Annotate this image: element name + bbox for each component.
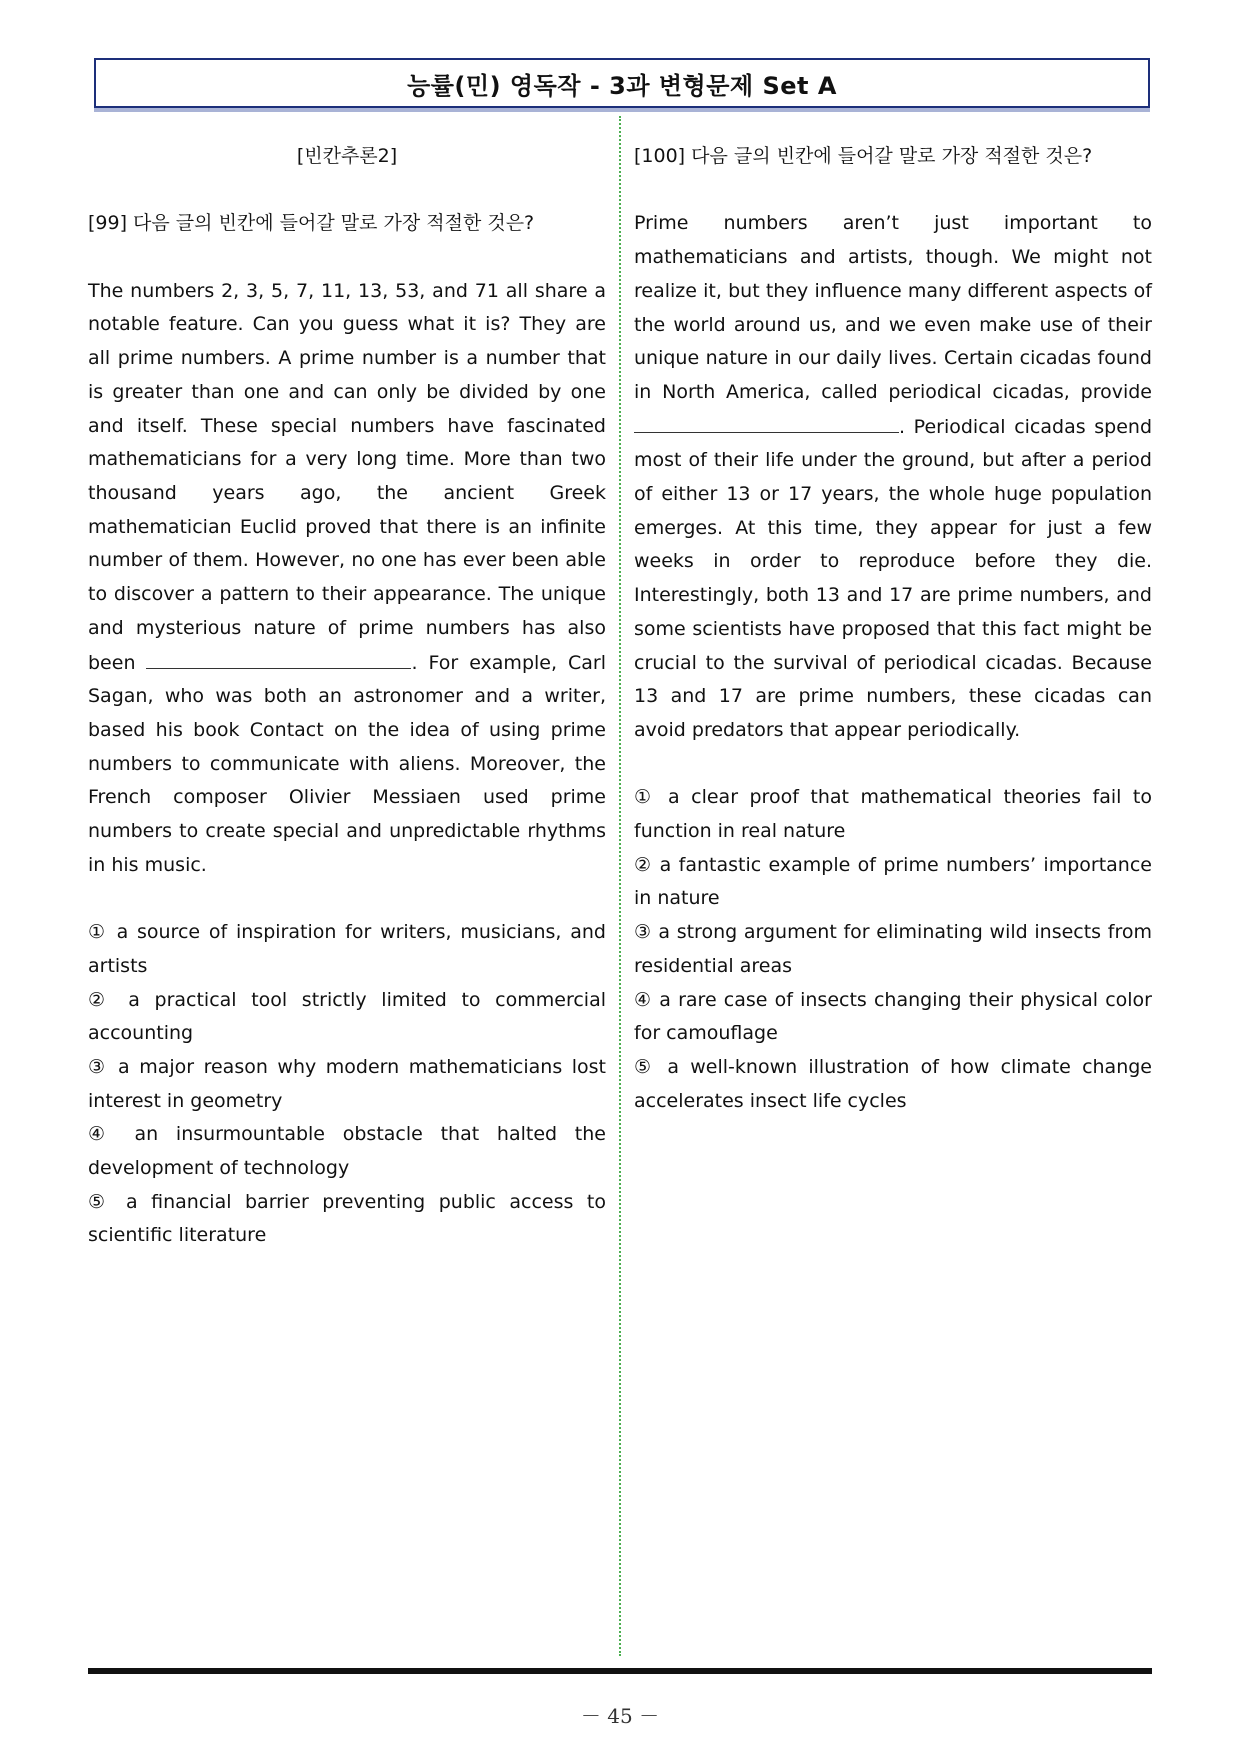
page-title: 능률(민) 영독작 - 3과 변형문제 Set A bbox=[407, 71, 837, 100]
passage-100 bbox=[634, 207, 1152, 747]
question-99: [99] 다음 글의 빈칸에 들어갈 말로 가장 적절한 것은? bbox=[88, 212, 535, 235]
passage-99 bbox=[88, 275, 606, 883]
options-100 bbox=[634, 781, 1152, 1118]
blank-99 bbox=[146, 646, 411, 669]
passage-99-before: The numbers 2, 3, 5, 7, 11, 13, 53, and 71 all share a notable feature. Can you guess what it is? They are all prime numbers. A prime number is a number that is greater than one and can only be divided by one and itself. These special numbers have fascinated mathematicians for a very long time. More than two thousand years ago, the ancient Greek mathematician Euclid proved that there is an infinite number of them. However, no one has ever been able to discover a pattern to their appearance. The unique and mysterious nature of prime numbers has also been bbox=[88, 279, 606, 674]
passage-99-after: . For example, Carl Sagan, who was both an astronomer and a writer, based his book Contact on the idea of using prime numbers to communicate with aliens. Moreover, the French composer Olivier Messiaen used prime numbers to create special and unpredictable rhythms in his music. bbox=[88, 651, 606, 876]
option-99-1[interactable]: ① a source of inspiration for writers, musicians, and artists bbox=[88, 921, 606, 977]
question-100: [100] 다음 글의 빈칸에 들어갈 말로 가장 적절한 것은? bbox=[634, 145, 1093, 167]
passage-100-before: Prime numbers aren’t just important to mathematicians and artists, though. We might not realize it, but they influence many different aspects of the world around us, and we even make use of their unique nature in our daily lives. Certain cicadas found in North America, called periodical cicadas, provide bbox=[634, 212, 1152, 403]
footer-rule bbox=[88, 1668, 1152, 1674]
option-100-2[interactable]: ② a fantastic example of prime numbers’ importance in nature bbox=[634, 853, 1152, 910]
option-100-4[interactable]: ④ a rare case of insects changing their physical color for camouflage bbox=[634, 988, 1152, 1045]
option-99-2[interactable]: ② a practical tool strictly limited to commercial accounting bbox=[88, 988, 606, 1045]
section-label: [빈칸추론2] bbox=[296, 145, 398, 167]
right-column bbox=[634, 140, 1152, 1118]
page-title-box bbox=[94, 58, 1150, 108]
left-column bbox=[88, 140, 606, 1253]
page-number: － 45 － bbox=[580, 1704, 660, 1728]
column-divider bbox=[619, 116, 621, 1656]
option-100-1[interactable]: ① a clear proof that mathematical theories fail to function in real nature bbox=[634, 786, 1152, 843]
option-99-3[interactable]: ③ a major reason why modern mathematicians lost interest in geometry bbox=[88, 1055, 606, 1112]
option-99-5[interactable]: ⑤ a financial barrier preventing public access to scientific literature bbox=[88, 1190, 606, 1247]
option-100-5[interactable]: ⑤ a well-known illustration of how climate change accelerates insect life cycles bbox=[634, 1055, 1152, 1112]
blank-100 bbox=[634, 410, 899, 433]
options-99 bbox=[88, 916, 606, 1253]
option-99-4[interactable]: ④ an insurmountable obstacle that halted the development of technology bbox=[88, 1123, 606, 1180]
option-100-3[interactable]: ③ a strong argument for eliminating wild insects from residential areas bbox=[634, 921, 1152, 977]
passage-100-after: . Periodical cicadas spend most of their life under the ground, but after a period of either 13 or 17 years, the whole huge population emerges. At this time, they appear for just a few weeks in order to reproduce before they die. Interestingly, both 13 and 17 are prime numbers, and some scientists have proposed that this fact might be crucial to the survival of periodical cicadas. Because 13 and 17 are prime numbers, these cicadas can avoid predators that appear periodically. bbox=[634, 415, 1152, 741]
